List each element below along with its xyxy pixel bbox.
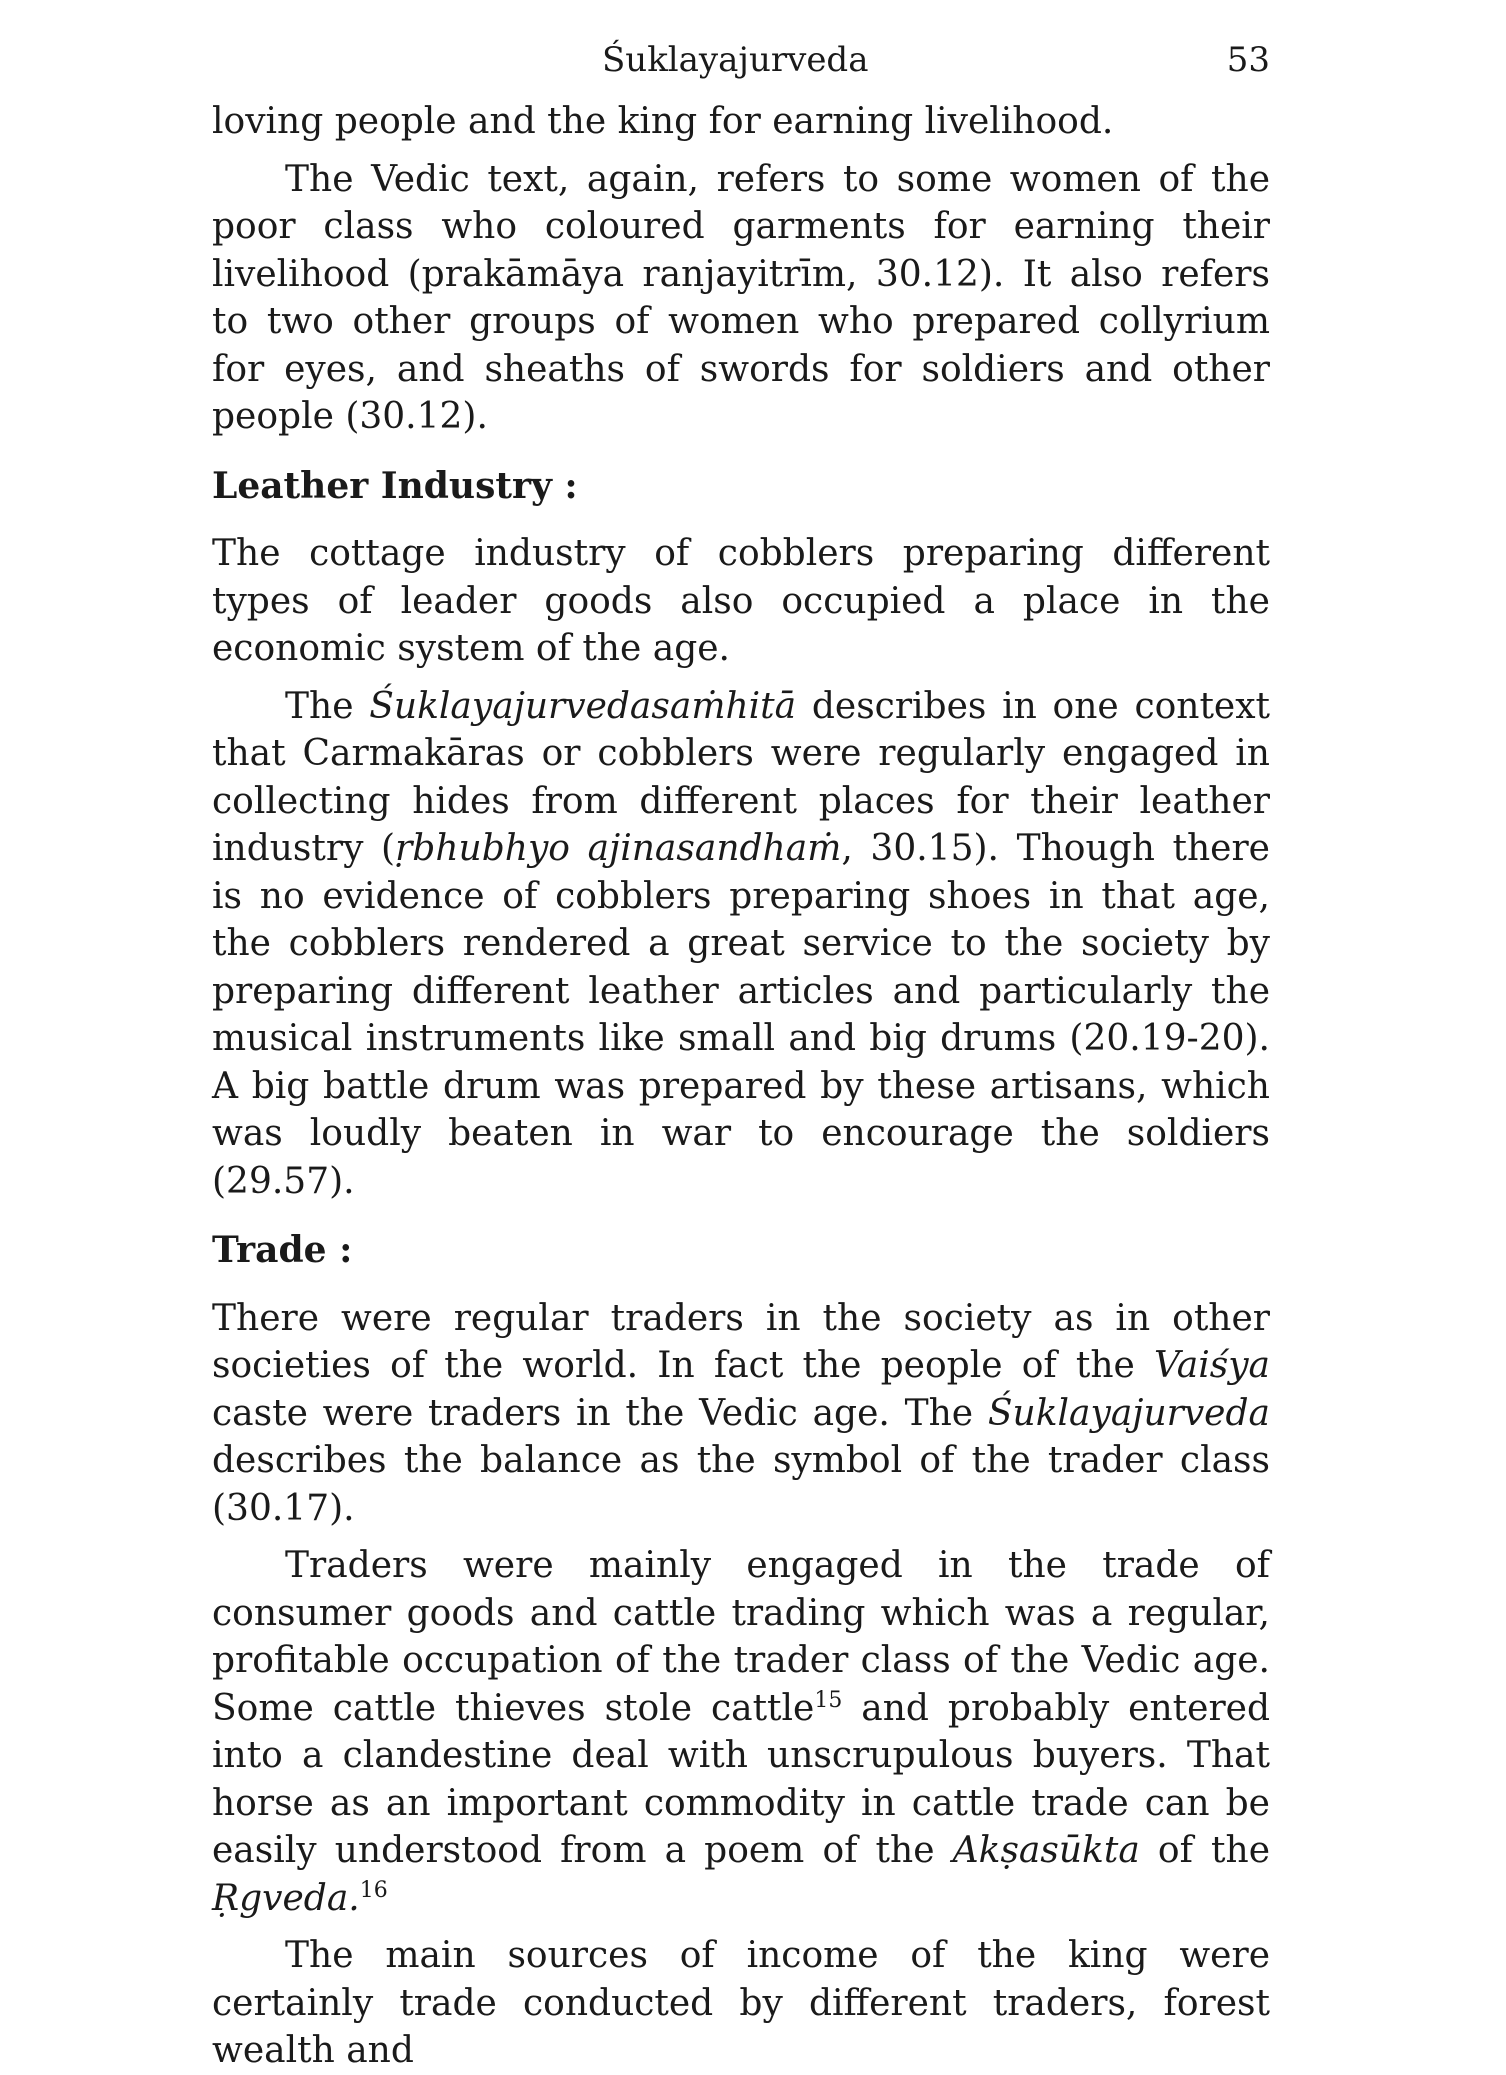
running-title: Śuklayajurveda xyxy=(602,40,869,80)
p6-text-b: and probably entered into a clandestine deal with unscrupulous buyers. That horse as an important commodity in cattle trade can be easily understood from a poem of the xyxy=(212,1687,1270,1871)
paragraph-6 xyxy=(212,1542,1270,1922)
heading-trade: Trade : xyxy=(212,1229,353,1271)
running-head xyxy=(212,40,1270,98)
p4-italic-samhita: Śuklayajurvedasaṁhitā xyxy=(369,685,797,727)
p6-italic-aksasukta: Akṣasūkta xyxy=(952,1830,1140,1871)
paragraph-2: The Vedic text, again, refers to some women of the poor class who coloured garments for earning their livelihood (prakāmāya ranjayitrīm, 30.12). It also refers to two other groups of women who prepared collyrium for eyes, and sheaths of swords for soldiers and other people (30.12). xyxy=(212,158,1270,437)
paragraph-5 xyxy=(212,1295,1270,1533)
p4-text-c: describes in one context that Carmakāras or cobblers were regularly engaged in collecting hides from different places for their leather industry ( xyxy=(212,685,1271,869)
p6-italic-rgveda: Ṛgveda. xyxy=(212,1877,360,1919)
p4-text-e: , 30.15). Though there is no evidence of cobblers preparing shoes in that age, the cobblers rendered a great service to the society by preparing different leather articles and particularly the musical instruments like small and big drums (20.19-20). A big battle drum was prepared by these artisans, which was loudly beaten in war to encourage the soldiers (29.57). xyxy=(212,828,1270,1202)
p5-text-e: describes the balance as the symbol of the trader class (30.17). xyxy=(212,1440,1270,1529)
footnote-ref-15: 15 xyxy=(814,1687,843,1713)
footnote-ref-16: 16 xyxy=(359,1877,388,1903)
page-number: 53 xyxy=(1226,40,1270,80)
page xyxy=(212,40,1270,2075)
p6-text-d: of the xyxy=(1139,1830,1270,1871)
p6-text-a: Traders were mainly engaged in the trade of consumer goods and cattle trading which was a regular, profitable occupation of the trader class of the Vedic age. Some cattle thieves stole cattle xyxy=(212,1545,1270,1729)
p5-text-a: There were regular traders in the society as in other societies of the world. In fact the people of the xyxy=(212,1297,1270,1386)
paragraph-1: loving people and the king for earning livelihood. xyxy=(212,101,1114,142)
p5-text-c: caste were traders in the Vedic age. The xyxy=(212,1392,988,1434)
paragraph-7: The main sources of income of the king were certainly trade conducted by different traders, forest wealth and xyxy=(212,1935,1270,2071)
paragraph-3: The cottage industry of cobblers preparing different types of leader goods also occupied a place in the economic system of the age. xyxy=(212,533,1270,669)
p4-text-a: The xyxy=(285,685,370,727)
p4-italic-quote: ṛbhubhyo ajinasandhaṁ xyxy=(395,828,842,869)
paragraph-4 xyxy=(212,683,1270,1206)
heading-leather-industry: Leather Industry : xyxy=(212,464,578,507)
p5-italic-suklayajurveda: Śuklayajurveda xyxy=(987,1392,1270,1434)
p5-italic-vaisya: Vaiśya xyxy=(1154,1345,1270,1386)
